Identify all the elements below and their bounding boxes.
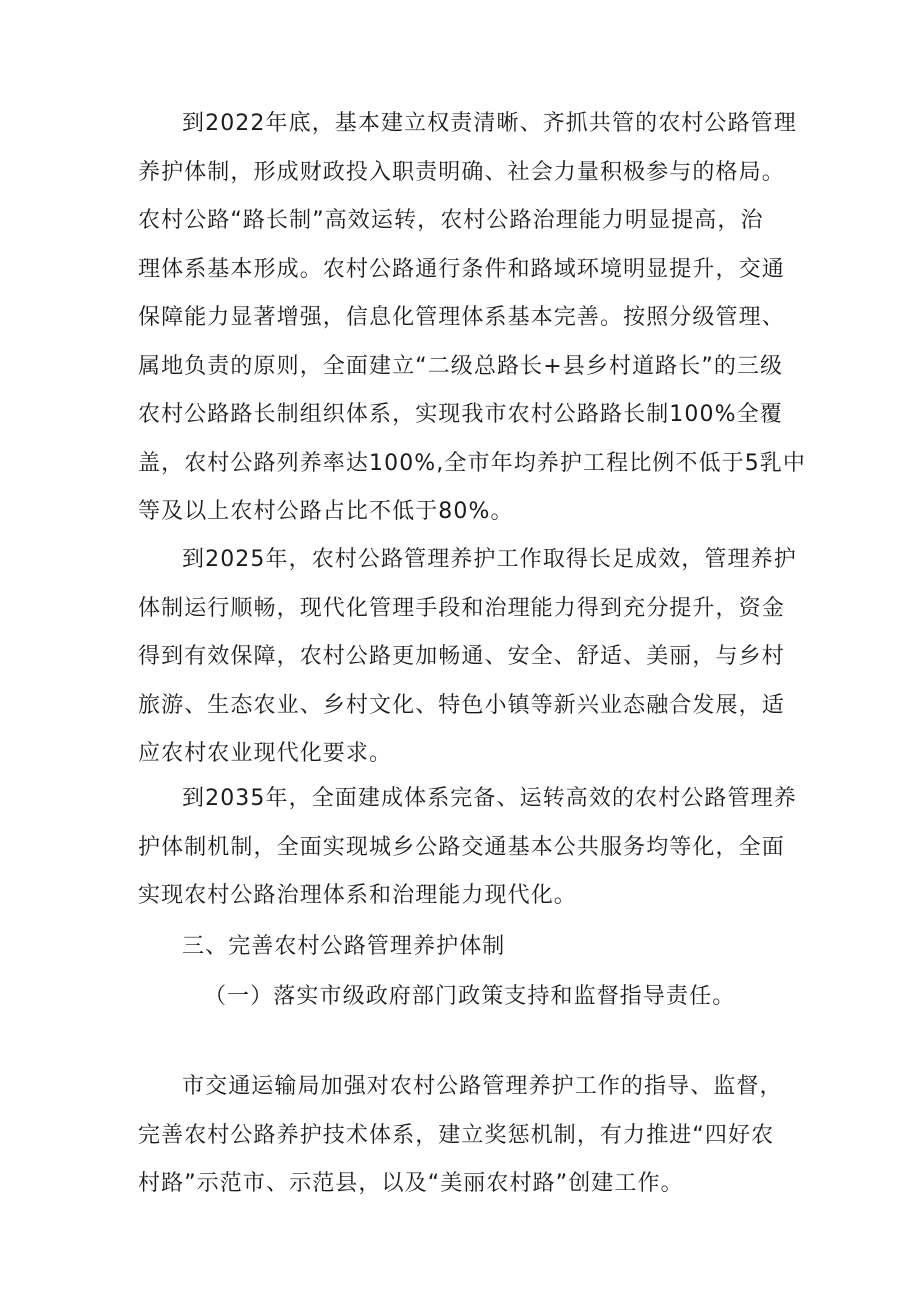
paragraph-line: 得到有效保障，农村公路更加畅通、安全、舒适、美丽，与乡村: [138, 644, 785, 669]
section-heading: [138, 923, 798, 972]
paragraph-line: 实现农村公路治理体系和治理能力现代化。: [138, 883, 577, 908]
paragraph-line: 到2022年底，基本建立权责清晰、齐抓共管的农村公路管理: [182, 111, 797, 136]
paragraph-line: 应农村农业现代化要求。: [138, 741, 393, 766]
paragraph-line: 到2035年，全面建成体系完备、运转高效的农村公路管理养: [182, 786, 797, 811]
paragraph-line: 完善农村公路养护技术体系，建立奖惩机制，有力推进“四好农: [138, 1122, 775, 1148]
paragraph-line: 属地负责的原则，全面建立“二级总路长+县乡村道路长”的三级: [138, 353, 784, 379]
paragraph-line: 农村公路“路长制”高效运转，农村公路治理能力明显提高，治: [138, 208, 764, 233]
paragraph-2025-goals: [138, 536, 798, 779]
paragraph-line: 盖，农村公路列养率达100%,全市年均养护工程比例不低于5乳中: [138, 450, 806, 476]
paragraph-line: 农村公路路长制组织体系，实现我市农村公路路长制100%全覆: [138, 402, 783, 427]
paragraph-line: 护体制机制，全面实现城乡公路交通基本公共服务均等化，全面: [138, 834, 785, 860]
paragraph-line: 到2025年，农村公路管理养护工作取得长足成效，管理养护: [182, 547, 797, 572]
paragraph-line: 旅游、生态农业、乡村文化、特色小镇等新兴业态融合发展，适: [138, 692, 785, 718]
subsection-heading-text: （一）落实市级政府部门政策支持和监督指导责任。: [204, 984, 736, 1009]
section-heading-text: 三、完善农村公路管理养护体制: [182, 934, 506, 959]
paragraph-line: 保障能力显著增强，信息化管理体系基本完善。按照分级管理、: [138, 305, 785, 330]
paragraph-transport-bureau: [138, 1063, 798, 1209]
paragraph-line: 市交通运输局加强对农村公路管理养护工作的指导、监督，: [182, 1074, 783, 1099]
paragraph-line: 村路”示范市、示范县，以及“美丽农村路”创建工作。: [138, 1171, 684, 1196]
paragraph-line: 体制运行顺畅，现代化管理手段和治理能力得到充分提升，资金: [138, 595, 785, 621]
paragraph-line: 理体系基本形成。农村公路通行条件和路域环境明显提升，交通: [138, 256, 785, 282]
paragraph-line: 等及以上农村公路占比不低于80%。: [138, 499, 514, 524]
paragraph-2035-goals: [138, 775, 798, 921]
subsection-heading: [138, 973, 798, 1022]
paragraph-2022-goals: [138, 100, 806, 537]
paragraph-line: 养护体制，形成财政投入职责明确、社会力量积极参与的格局。: [138, 159, 785, 185]
